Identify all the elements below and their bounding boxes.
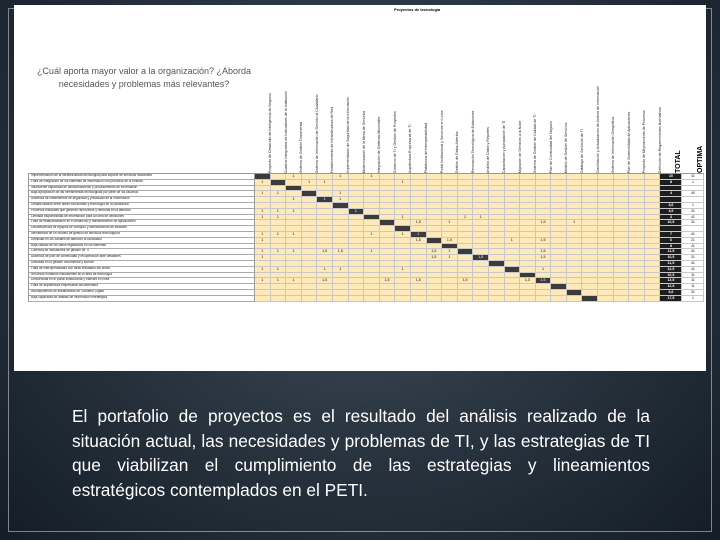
matrix-cell bbox=[302, 296, 318, 302]
matrix-cell bbox=[442, 296, 458, 302]
matrix-cell: 1,5 bbox=[317, 278, 333, 284]
matrix-cell: 1 bbox=[271, 278, 287, 284]
matrix-cell: 1 bbox=[333, 267, 349, 273]
row-total: 10,5 bbox=[660, 273, 682, 279]
row-optima: 1 bbox=[682, 296, 704, 302]
matrix-cell: 1,5 bbox=[536, 255, 552, 261]
column-header-label: Clasificación y Actualización de Activos de Información bbox=[595, 85, 600, 173]
row-optima: 21 bbox=[682, 238, 704, 244]
row-label: Falta de integración de los sistemas de información con procesos de la entidad bbox=[29, 180, 255, 186]
row-optima: 41 bbox=[682, 244, 704, 250]
column-header bbox=[398, 23, 412, 173]
row-total: 8 bbox=[660, 244, 682, 250]
matrix-cell: 1 bbox=[255, 267, 271, 273]
row-label: Insuficiente capacidad de almacenamiento y procesamiento de información bbox=[29, 186, 255, 192]
matrix-cell bbox=[567, 296, 583, 302]
matrix-cell: 1 bbox=[333, 191, 349, 197]
matrix-cell: 1 bbox=[255, 215, 271, 221]
matrix-cell bbox=[645, 296, 661, 302]
column-header-label: Capacitación y Apropiación de TI bbox=[501, 120, 506, 173]
column-header bbox=[289, 23, 303, 173]
matrix-cell: 1 bbox=[271, 209, 287, 215]
column-header-label: Proyecto de Desarrollo de Inteligencia de Negocio bbox=[267, 93, 272, 173]
matrix-cell: 1 bbox=[286, 174, 302, 180]
matrix-cell: 1 bbox=[567, 220, 583, 226]
row-label: Baja apropiación de las herramientas tecnológicas por parte de los usuarios bbox=[29, 191, 255, 197]
matrix-cell bbox=[333, 296, 349, 302]
matrix-cell: 1 bbox=[271, 267, 287, 273]
matrix-cell: 1 bbox=[364, 232, 380, 238]
matrix-cell: 1,5 bbox=[411, 220, 427, 226]
matrix-cell: 1 bbox=[255, 180, 271, 186]
matrix-title: Proyectos de tecnología bbox=[394, 7, 441, 12]
matrix-cell: 1 bbox=[302, 180, 318, 186]
column-header-label: Renovación Tecnológica de Estaciones bbox=[470, 110, 475, 173]
matrix-cell: 1 bbox=[411, 232, 427, 238]
column-header bbox=[320, 23, 334, 173]
matrix-cell: 1 bbox=[317, 180, 333, 186]
row-label: Obsolescencia de equipos de cómputo y licenciamiento de software bbox=[29, 226, 255, 232]
matrix-cell bbox=[364, 296, 380, 302]
column-header-label: Gestión de Datos Abiertos bbox=[454, 131, 459, 173]
matrix-cell bbox=[349, 296, 365, 302]
matrix-cell bbox=[427, 296, 443, 302]
column-header bbox=[632, 23, 646, 173]
matrix-cell: 1 bbox=[317, 267, 333, 273]
column-header-label: Gobierno de TI y Gestión de Proyectos bbox=[392, 110, 397, 173]
matrix-cell: 1,5 bbox=[536, 278, 552, 284]
column-header bbox=[367, 23, 381, 173]
matrix-cell: 1,5 bbox=[442, 238, 458, 244]
matrix-cell: 1 bbox=[255, 238, 271, 244]
matrix-cell: 1 bbox=[442, 255, 458, 261]
row-label: Baja calidad de los datos registrados en los sistemas bbox=[29, 244, 255, 250]
matrix-cell: 1 bbox=[395, 267, 411, 273]
matrix-cell: 1 bbox=[286, 278, 302, 284]
column-header-label: Sistema de Gestión Documental bbox=[298, 121, 303, 173]
matrix-cell bbox=[505, 296, 521, 302]
optima-header-label: OPTIMA bbox=[696, 145, 704, 173]
matrix-cell: 1 bbox=[286, 197, 302, 203]
row-total: 11,5 bbox=[660, 249, 682, 255]
matrix-cell: 1,5 bbox=[473, 255, 489, 261]
column-header-label: Plan de Continuidad del Negocio bbox=[548, 120, 553, 173]
matrix-cell bbox=[614, 296, 630, 302]
matrix-cell bbox=[551, 296, 567, 302]
matrix-cell bbox=[473, 296, 489, 302]
column-header bbox=[476, 23, 490, 173]
row-label: Ausencia de lineamientos de seguridad y privacidad de la información bbox=[29, 197, 255, 203]
project-matrix-image bbox=[14, 5, 706, 371]
column-header-label: Cuadros Integrados de Indicadores de la Institución bbox=[283, 90, 288, 173]
matrix-cell: 1,5 bbox=[427, 255, 443, 261]
row-optima: 41 bbox=[682, 215, 704, 221]
row-optima: 31 bbox=[682, 255, 704, 261]
matrix-cell: 1 bbox=[473, 215, 489, 221]
row-label: Procesos manuales que generan reprocesos y demoras en la atención bbox=[29, 209, 255, 215]
total-header-label: TOTAL bbox=[674, 150, 682, 173]
row-optima: 31 bbox=[682, 209, 704, 215]
row-total: 12,5 bbox=[660, 278, 682, 284]
row-label: Desarticulación entre áreas funcionales y tecnología en la planeación bbox=[29, 203, 255, 209]
column-header bbox=[461, 23, 475, 173]
matrix-cell: 1 bbox=[364, 249, 380, 255]
matrix-cell: 1 bbox=[255, 232, 271, 238]
matrix-cell: 1,5 bbox=[427, 249, 443, 255]
column-header-label: Sistema de Gestión de Calidad de TI bbox=[532, 114, 537, 173]
matrix-cell bbox=[582, 296, 598, 302]
column-header-label: Modelo de Gestión de Servicios bbox=[564, 122, 569, 173]
row-optima: 11 bbox=[682, 278, 704, 284]
matrix-cell: 1 bbox=[395, 215, 411, 221]
column-header-label: Sistema de Información de Servicio al Ciudadano bbox=[314, 94, 319, 173]
matrix-cell: 1,5 bbox=[411, 238, 427, 244]
matrix-cell bbox=[255, 296, 271, 302]
row-label: Limitada disponibilidad de información para la toma de decisiones bbox=[29, 215, 255, 221]
column-header-label: Proyecto de Mejoramiento de Procesos bbox=[642, 110, 647, 173]
row-total: 6 bbox=[660, 238, 682, 244]
matrix-cell bbox=[380, 296, 396, 302]
matrix-cell bbox=[629, 296, 645, 302]
matrix-cell: 1 bbox=[286, 232, 302, 238]
column-header bbox=[648, 23, 662, 173]
matrix-cell: 1 bbox=[255, 209, 271, 215]
column-header bbox=[414, 23, 428, 173]
row-optima: 41 bbox=[682, 232, 704, 238]
column-header-label: Integración de Sistemas Misionales bbox=[376, 116, 381, 173]
row-label: Deficiencias en el portal institucional y trámites en línea bbox=[29, 278, 255, 284]
row-label: Implementación de la infraestructura tecnológica para soporte de servicios misionales bbox=[29, 174, 255, 180]
matrix-cell bbox=[317, 296, 333, 302]
row-optima: 40 bbox=[682, 191, 704, 197]
row-total: 3 bbox=[660, 215, 682, 221]
row-total: 8 bbox=[660, 180, 682, 186]
matrix-cell: 1 bbox=[364, 174, 380, 180]
column-header bbox=[601, 23, 615, 173]
row-label: Recursos humanos insuficientes en el área de tecnología bbox=[29, 273, 255, 279]
matrix-cell: 1 bbox=[442, 249, 458, 255]
matrix-cell bbox=[598, 296, 614, 302]
column-header-label: Catálogo de Servicios de TI bbox=[579, 128, 584, 173]
total-header bbox=[666, 73, 684, 173]
row-label: Falta de arquitectura empresarial documentada bbox=[29, 284, 255, 290]
column-header bbox=[274, 23, 288, 173]
column-header-label: Plan de Sostenibilidad de Aplicaciones bbox=[626, 111, 631, 173]
matrix-cell: 1 bbox=[255, 249, 271, 255]
matrix-cell: 1 bbox=[505, 238, 521, 244]
matrix-cell: 1,5 bbox=[333, 249, 349, 255]
matrix-cell: 1,5 bbox=[520, 278, 536, 284]
row-label: Baja capacidad de análisis de información estratégica bbox=[29, 296, 255, 302]
matrix-cell bbox=[395, 296, 411, 302]
matrix-cell: 1 bbox=[255, 278, 271, 284]
column-header bbox=[352, 23, 366, 173]
column-header bbox=[383, 23, 397, 173]
matrix-cell: 1,5 bbox=[458, 278, 474, 284]
column-header bbox=[539, 23, 553, 173]
optima-header bbox=[688, 73, 706, 173]
matrix-cell bbox=[536, 296, 552, 302]
column-header bbox=[523, 23, 537, 173]
matrix-cell bbox=[411, 296, 427, 302]
matrix-cell: 1 bbox=[317, 197, 333, 203]
row-total: 17,5 bbox=[660, 296, 682, 302]
row-total: 6,6 bbox=[660, 290, 682, 296]
matrix-cell: 1 bbox=[333, 174, 349, 180]
column-header bbox=[305, 23, 319, 173]
matrix-cell: 1 bbox=[395, 232, 411, 238]
matrix-cell bbox=[489, 296, 505, 302]
row-total: 7 bbox=[660, 232, 682, 238]
column-header-label: Portal Institucional y Servicios en Línea bbox=[439, 110, 444, 173]
column-header bbox=[570, 23, 584, 173]
matrix-cell: 1 bbox=[271, 191, 287, 197]
row-total: 4 bbox=[660, 191, 682, 197]
column-header-label: Migración de Servicios a la Nube bbox=[517, 120, 522, 173]
column-header-label: Arquitectura Empresarial de TI bbox=[408, 124, 413, 173]
matrix-cell: 1 bbox=[442, 220, 458, 226]
row-total: 10,5 bbox=[660, 220, 682, 226]
slide-caption: El portafolio de proyectos es el resultado del análisis realizado de la situación actual, las necesidades y problemas de TI, y las estrategias de TI que viabilizan el cumplimiento de las estrategias y lineamientos estratégicos contemplados en el PETI. bbox=[72, 406, 650, 500]
matrix-header bbox=[14, 13, 704, 173]
matrix-cell bbox=[286, 296, 302, 302]
row-optima: 41 bbox=[682, 249, 704, 255]
column-header bbox=[508, 23, 522, 173]
matrix-cell: 1 bbox=[458, 215, 474, 221]
matrix-cell: 1 bbox=[333, 197, 349, 203]
row-optima: 41 bbox=[682, 267, 704, 273]
matrix-cell: 1,5 bbox=[536, 238, 552, 244]
row-label: Dificultad en la gestión documental y archivo bbox=[29, 261, 255, 267]
row-total: 3,6 bbox=[660, 203, 682, 209]
row-label: Falta de interoperabilidad con otras entidades del sector bbox=[29, 267, 255, 273]
row-total: 11,5 bbox=[660, 261, 682, 267]
matrix-cell: 1 bbox=[536, 267, 552, 273]
matrix-cell: 1,5 bbox=[317, 249, 333, 255]
column-header-label: Sistema de Información Geográfica bbox=[610, 116, 615, 173]
column-header bbox=[492, 23, 506, 173]
matrix-cell bbox=[271, 296, 287, 302]
column-header bbox=[586, 23, 600, 173]
row-label: Debilidad en los canales de atención al ciudadano bbox=[29, 238, 255, 244]
row-optima: 31 bbox=[682, 273, 704, 279]
matrix-row bbox=[29, 296, 704, 302]
column-header bbox=[554, 23, 568, 173]
column-header-label: Definición de Requerimientos Normativos bbox=[657, 106, 662, 173]
matrix-cell: 1 bbox=[255, 255, 271, 261]
matrix-cell: 1 bbox=[395, 180, 411, 186]
row-optima: 1 bbox=[682, 203, 704, 209]
row-optima: 41 bbox=[682, 261, 704, 267]
matrix-cell: 1,5 bbox=[411, 278, 427, 284]
matrix-cell: 1,5 bbox=[536, 220, 552, 226]
matrix-cell: 1 bbox=[286, 209, 302, 215]
row-total: 12,5 bbox=[660, 284, 682, 290]
column-header-label: Análisis de Datos y Reportes bbox=[486, 126, 491, 173]
matrix-cell: 1 bbox=[271, 249, 287, 255]
column-header bbox=[445, 23, 459, 173]
row-label: Inexistencia de un modelo de gestión de servicios tecnológicos bbox=[29, 232, 255, 238]
column-header-label: Plataforma de Interoperabilidad bbox=[423, 122, 428, 173]
row-optima: 31 bbox=[682, 220, 704, 226]
row-optima: 1 bbox=[682, 180, 704, 186]
matrix-cell: 1 bbox=[271, 232, 287, 238]
matrix-question: ¿Cuál aporta mayor valor a la organización? ¿Aborda necesidades y problemas más relevantes? bbox=[36, 66, 252, 89]
column-header-label: Fortalecimiento de Infraestructura de Red bbox=[330, 106, 335, 173]
column-header bbox=[258, 23, 272, 173]
matrix-cell: 1 bbox=[286, 249, 302, 255]
matrix-cell: 1 bbox=[271, 215, 287, 221]
matrix-cell: 1,5 bbox=[380, 278, 396, 284]
row-label: Carencia de indicadores de gestión de TI bbox=[29, 249, 255, 255]
matrix-cell bbox=[458, 296, 474, 302]
row-total: 10 bbox=[660, 174, 682, 180]
row-total: 4,9 bbox=[660, 209, 682, 215]
row-label: Ausencia de plan de continuidad y recuperación ante desastres bbox=[29, 255, 255, 261]
row-total: 10,5 bbox=[660, 255, 682, 261]
row-total: 12,5 bbox=[660, 267, 682, 273]
row-optima: 31 bbox=[682, 290, 704, 296]
row-optima: 11 bbox=[682, 284, 704, 290]
matrix-cell bbox=[520, 296, 536, 302]
matrix-cell: 1 bbox=[349, 209, 365, 215]
row-optima: 41 bbox=[682, 174, 704, 180]
column-header-label: Modernización de la Mesa de Servicios bbox=[361, 110, 366, 173]
row-label: Incumplimiento de lineamientos de Gobierno Digital bbox=[29, 290, 255, 296]
matrix-grid bbox=[28, 173, 704, 302]
column-header bbox=[430, 23, 444, 173]
column-header bbox=[336, 23, 350, 173]
matrix-cell: 1 bbox=[255, 191, 271, 197]
row-label: Falta de estandarización en el desarrollo y mantenimiento de aplicaciones bbox=[29, 220, 255, 226]
column-header bbox=[617, 23, 631, 173]
matrix-cell: 1,5 bbox=[536, 249, 552, 255]
column-header-label: Implementación de Seguridad de la Información bbox=[345, 96, 350, 173]
